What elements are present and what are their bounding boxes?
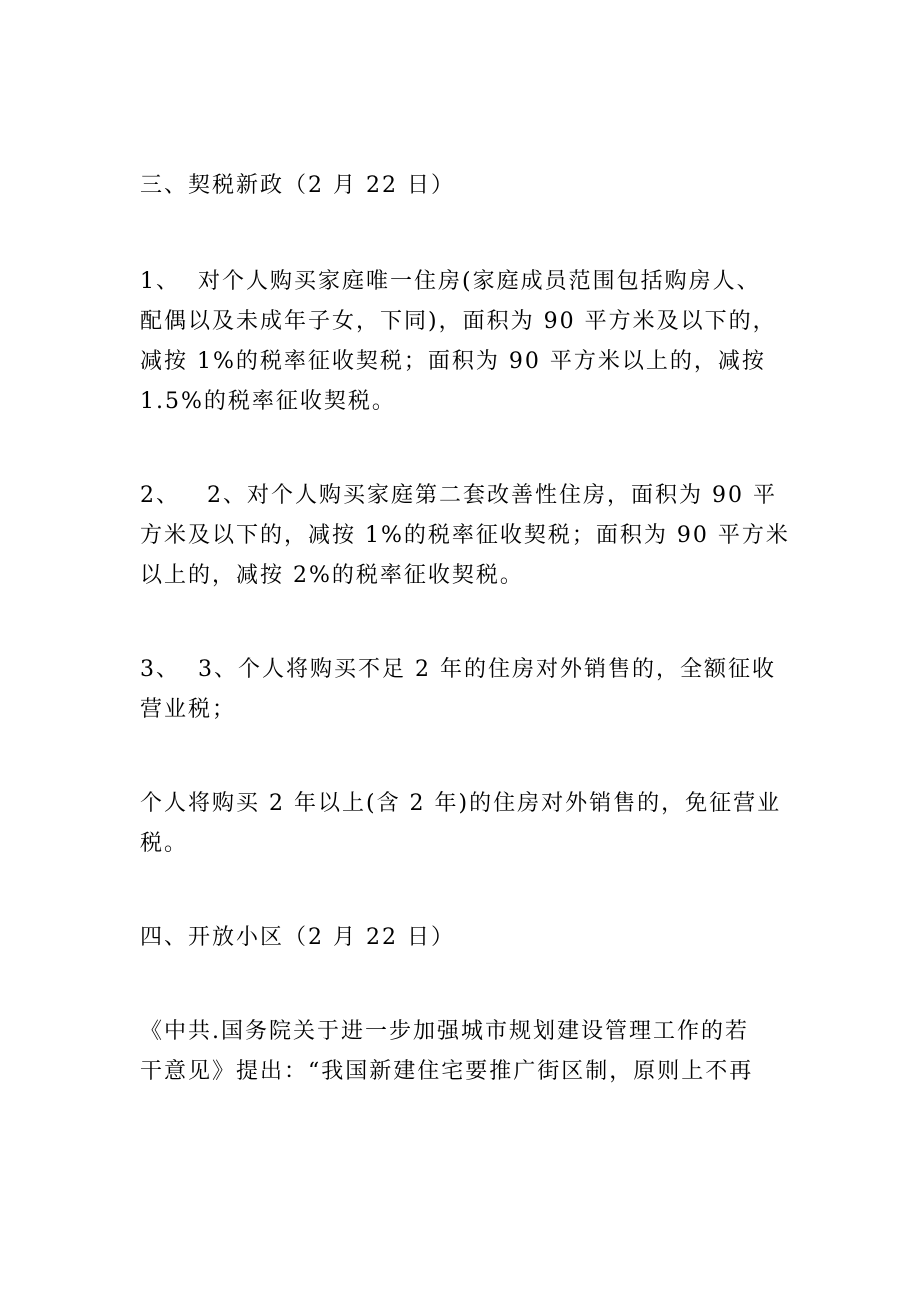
text-line: 以上的，减按 2%的税率征收契税。 <box>140 563 524 588</box>
text-line: 2、 2、对个人购买家庭第二套改善性住房，面积为 90 平 <box>140 483 777 508</box>
text-line: 方米及以下的，减按 1%的税率征收契税；面积为 90 平方米 <box>140 523 790 548</box>
section-heading: 四、开放小区（2 月 22 日） <box>140 925 455 950</box>
text-line: 1、 对个人购买家庭唯一住房(家庭成员范围包括购房人、 <box>140 269 761 294</box>
paragraph <box>140 476 790 596</box>
text-line: 营业税； <box>140 697 237 722</box>
text-line: 配偶以及未成年子女，下同)，面积为 90 平方米及以下的， <box>140 309 777 334</box>
paragraph <box>140 262 790 422</box>
paragraph <box>140 1012 790 1092</box>
text-line: 1.5%的税率征收契税。 <box>140 389 396 414</box>
text-line: 《中共.国务院关于进一步加强城市规划建设管理工作的若 <box>140 1019 749 1044</box>
paragraph <box>140 650 790 730</box>
document-body <box>140 166 790 1092</box>
text-line: 减按 1%的税率征收契税；面积为 90 平方米以上的，减按 <box>140 349 766 374</box>
text-line: 干意见》提出：“我国新建住宅要推广街区制，原则上不再 <box>140 1059 754 1084</box>
text-line: 个人将购买 2 年以上(含 2 年)的住房对外销售的，免征营业 <box>140 791 782 816</box>
section-heading: 三、契税新政（2 月 22 日） <box>140 173 455 198</box>
paragraph <box>140 784 790 864</box>
text-line: 3、 3、个人将购买不足 2 年的住房对外销售的，全额征收 <box>140 657 776 682</box>
text-line: 税。 <box>140 831 189 856</box>
